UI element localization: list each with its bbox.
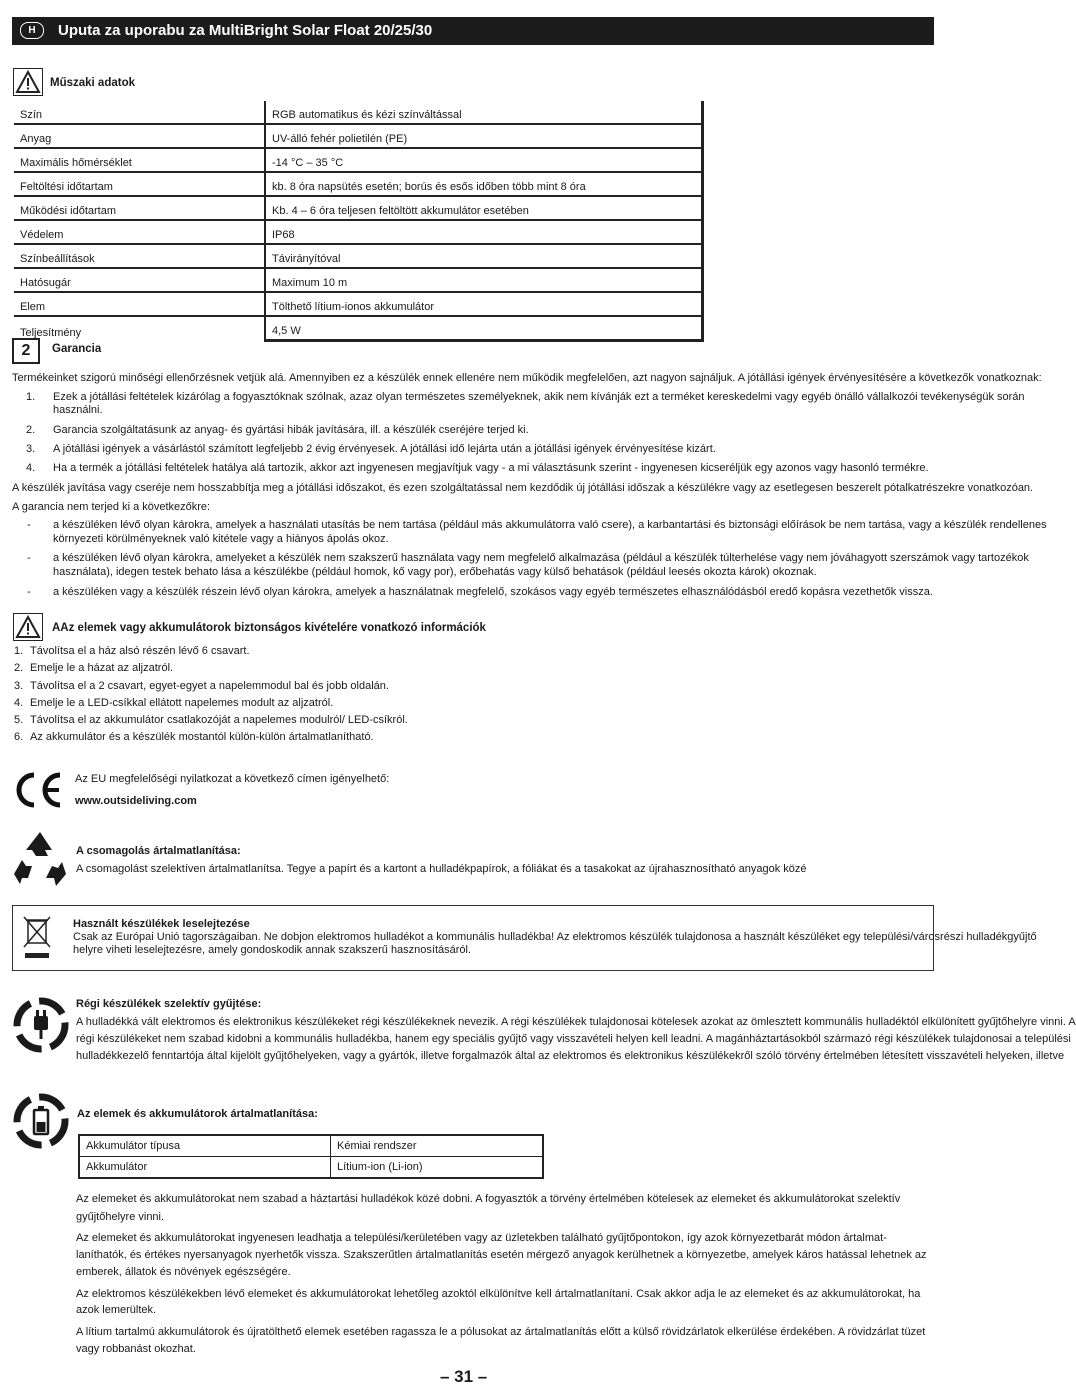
old-devices-text: hulladékkezelő fenntartója által kijelölt gyűjtőhelyeken, vagy a gyártók, illetve forgalmazók által az elektromos és elektronikus készülékekről szóló törvény értelmében létesített visszavételi helyeken, illetve (76, 1050, 1065, 1062)
step-number: 4. (14, 697, 24, 709)
table-cell: Akkumulátor (79, 1157, 331, 1179)
recycle-icon (10, 830, 70, 888)
table-row (14, 124, 703, 148)
battery-paragraph: Az elektromos készülékekben lévő elemeket és akkumulátorokat lehetőleg azoktól elkülönítve kell ártalmatlanítani. Csak akkor adja le az elemeket és az akkumulátorokat, ha (76, 1288, 921, 1300)
list-item: a készüléken lévő olyan károkra, amelyek a használati utasítás be nem tartása (például más akkumulátorra való csere), a karbantartási és biztonsági előírások be nem tartása, vagy a készülék rendellenes (53, 519, 1047, 531)
spec-value: -14 °C – 35 °C (265, 148, 703, 172)
battery-table (78, 1134, 544, 1179)
step-text: Emelje le a házat az aljzatról. (30, 662, 174, 674)
step-number: 1. (14, 645, 24, 657)
table-row (14, 172, 703, 196)
battery-paragraph: Az elemeket és akkumulátorokat ingyenesen leadhatja a települési/kerületében vagy az üzletekben található gyűjtőpontokon, így azok környezetbarát módon ártalmat- (76, 1232, 887, 1244)
spec-value: Távirányítóval (265, 244, 703, 268)
table-cell: Akkumulátor típusa (79, 1135, 331, 1157)
list-item: használni. (53, 404, 103, 416)
spec-label: Színbeállítások (14, 244, 265, 268)
warning-icon (13, 68, 43, 96)
spec-label: Maximális hőmérséklet (14, 148, 265, 172)
table-row (14, 316, 703, 341)
weee-text: helyre viheti leselejtezésre, amely gondoskodik annak szakszerű hasznosításáról. (73, 944, 472, 956)
ce-text: Az EU megfelelőségi nyilatkozat a következő címen igényelhető: (75, 773, 390, 785)
table-row (14, 268, 703, 292)
list-dash: - (27, 552, 31, 564)
warning-icon (13, 613, 43, 641)
list-number: 2. (26, 424, 36, 436)
spec-label: Szín (14, 101, 265, 124)
old-devices-title: Régi készülékek szelektív gyűjtése: (76, 998, 262, 1010)
spec-value: Kb. 4 – 6 óra teljesen feltöltött akkumulátor esetében (265, 196, 703, 220)
old-devices-text: A hulladékká vált elektromos és elektronikus készülékeket régi készülékeknek nevezik. A régi készülékek tulajdonosai kötelesek azokat az ömlesztett kommunális hulladéktól elkülönített gyűjtőhelyre vinni. A (76, 1016, 1076, 1028)
spec-label: Teljesítmény (20, 326, 82, 339)
spec-label: Feltöltési időtartam (14, 172, 265, 196)
tech-title: Műszaki adatok (50, 77, 135, 89)
warranty-intro: Termékeinket szigorú minőségi ellenőrzésnek vetjük alá. Amennyiben ez a készülék ennek ellenére nem működik megfelelően, azt nagyon sajnáljuk. A jótállási igények érvényesítésére a következők vonatkoznak: (12, 372, 1042, 384)
repair-note: A készülék javítása vagy cseréje nem hosszabbítja meg a jótállási időszakot, és ezen szolgáltatással nem kezdődik új jótállási időszak a készülékre vagy az esetlegesen beszerelt pótalkatrészekre vonatkozóan. (12, 482, 1034, 494)
ce-url-link[interactable]: www.outsideliving.com (75, 795, 197, 807)
list-item: használata), idegen testek behato lása a készülékbe (például homok, kő vagy por), erőbehatás vagy külső behatások (például leesés okozta károk) okoznak. (53, 566, 817, 578)
table-cell: Kémiai rendszer (331, 1135, 544, 1157)
step-number: 3. (14, 680, 24, 692)
spec-value: UV-álló fehér polietilén (PE) (265, 124, 703, 148)
list-item: a készüléken lévő olyan károkra, amelyeket a készülék nem szakszerű használata vagy nem megfelelő alkalmazása (például a készülék túlterhelése vagy nem jóváhagyott szerszámok vagy tartozékok (53, 552, 1029, 564)
battery-paragraph: Az elemeket és akkumulátorokat nem szabad a háztartási hulladékok közé dobni. A fogyasztók a törvény értelmében kötelesek az elemeket és akkumulátorokat szelektív (76, 1193, 901, 1205)
list-item: Ezek a jótállási feltételek kizárólag a fogyasztóknak szólnak, azaz olyan természetes személyeknek, akik nem kívánják ezt a terméket kereskedelmi vagy egyéb önálló vállalkozói tevékenységük során (53, 391, 1025, 403)
battery-paragraph: vagy robbanást okozhat. (76, 1343, 196, 1355)
step-text: Távolítsa el az akkumulátor csatlakozóját a napelemes modulról/ LED-csíkról. (30, 714, 408, 726)
section-number: 2 (12, 338, 40, 364)
spec-value: IP68 (265, 220, 703, 244)
spec-value: Maximum 10 m (265, 268, 703, 292)
spec-value: Tölthető lítium-ionos akkumulátor (265, 292, 703, 316)
step-number: 5. (14, 714, 24, 726)
step-text: Távolítsa el a 2 csavart, egyet-egyet a napelemmodul bal és jobb oldalán. (30, 680, 389, 692)
table-row (14, 244, 703, 268)
spec-label: Működési időtartam (14, 196, 265, 220)
step-text: Emelje le a LED-csíkkal ellátott napelemes modult az aljzatról. (30, 697, 334, 709)
spec-value: 4,5 W (265, 316, 703, 341)
list-number: 3. (26, 443, 36, 455)
exclusions-intro: A garancia nem terjed ki a következőkre: (12, 501, 211, 513)
battery-paragraph: A lítium tartalmú akkumulátorok és újratölthető elemek esetében ragassza le a pólusokat az ártalmatlanítás előtt a külső rövidzárlatok elkerülése érdekében. A rövidzárlat tüzet (76, 1326, 926, 1338)
list-item: környezeti körülményeknek való kitétele vagy a hiányos ápolás okoz. (53, 533, 389, 545)
language-badge: H (20, 22, 44, 39)
page-title: Uputa za uporabu za MultiBright Solar Float 20/25/30 (58, 22, 433, 39)
old-devices-text: régi készülékeket nem szabad kidobni a kommunális hulladékba, hanem egy speciális gyűjtő vagy visszavételi helyen kell leadni. A magánháztartásokból származó régi készülékek tulajdonosai a települési (76, 1033, 1071, 1045)
step-number: 6. (14, 731, 24, 743)
spec-label: Anyag (14, 124, 265, 148)
ce-mark-icon (12, 770, 64, 810)
list-item: a készüléken vagy a készülék részein lévő olyan károkra, amelyek a használatnak megfelelő, szokásos vagy egyéb természetes elhasználódásból eredő kopásra vezethetők vissza. (53, 586, 933, 598)
table-row (14, 220, 703, 244)
warranty-title: Garancia (52, 343, 102, 355)
battery-paragraph: emberek, állatok és növények egészségére. (76, 1266, 291, 1278)
step-text: Távolítsa el a ház alsó részén lévő 6 csavart. (30, 645, 250, 657)
list-dash: - (27, 519, 31, 531)
spec-label: Védelem (14, 220, 265, 244)
packaging-text: A csomagolást szelektíven ártalmatlanítsa. Tegye a papírt és a kartont a hulladékpapírok, a fóliákat és a tasakokat az újrahasznosítható anyagok közé (76, 863, 807, 875)
spec-value: RGB automatikus és kézi színváltással (265, 101, 703, 124)
table-row (79, 1135, 543, 1157)
table-row (14, 101, 703, 124)
list-item: A jótállási igények a vásárlástól számított legfeljebb 2 évig érvényesek. A jótállási idő lejárta után a jótállási igények érvényesítése kizárt. (53, 443, 716, 455)
battery-recycle-icon (12, 1092, 70, 1150)
step-number: 2. (14, 662, 24, 674)
spec-label: Hatósugár (14, 268, 265, 292)
weee-text: Csak az Európai Unió tagországaiban. Ne dobjon elektromos hulladékot a kommunális hulladékba! Az elektromos készülék tulajdonosa a használt készüléket egy települési/városrészi hulladékgyűjtő (73, 931, 1037, 943)
list-number: 4. (26, 462, 36, 474)
page-number: – 31 – (440, 1367, 488, 1386)
table-row (79, 1157, 543, 1179)
battery-paragraph: laníthatók, és értékes nyersanyagok nyerhetők vissza. Szakszerűtlen ártalmatlanítás esetén mérgező anyagok kerülhetnek a környezetbe, amelyek káros hatással lehetnek az (76, 1249, 927, 1261)
table-cell: Lítium-ion (Li-ion) (331, 1157, 544, 1179)
removal-title: AAz elemek vagy akkumulátorok biztonságos kivételére vonatkozó információk (52, 622, 486, 634)
table-row (14, 196, 703, 220)
batteries-title: Az elemek és akkumulátorok ártalmatlanítása: (77, 1108, 318, 1120)
list-item: Ha a termék a jótállási feltételek hatálya alá tartozik, akkor azt ingyenesen megjavítjuk vagy - a mi választásunk szerint - ingyenesen kicseréljük egy azonos vagy hasonló termékre. (53, 462, 929, 474)
spec-label: Elem (14, 292, 265, 316)
battery-paragraph: gyűjtőhelyre vinni. (76, 1211, 165, 1223)
list-number: 1. (26, 391, 36, 403)
battery-paragraph: azok lemerültek. (76, 1304, 157, 1316)
packaging-title: A csomagolás ártalmatlanítása: (76, 845, 241, 857)
plug-recycle-icon (12, 996, 70, 1054)
spec-value: kb. 8 óra napsütés esetén; borús és esős időben több mint 8 óra (265, 172, 703, 196)
weee-title: Használt készülékek leselejtezése (73, 918, 250, 930)
list-item: Garancia szolgáltatásunk az anyag- és gyártási hibák javítására, ill. a készülék cseréjére terjed ki. (53, 424, 529, 436)
table-row (14, 292, 703, 316)
list-dash: - (27, 586, 31, 598)
crossed-bin-icon (22, 915, 52, 961)
step-text: Az akkumulátor és a készülék mostantól külön-külön ártalmatlanítható. (30, 731, 374, 743)
table-row (14, 148, 703, 172)
spec-table (14, 101, 704, 342)
